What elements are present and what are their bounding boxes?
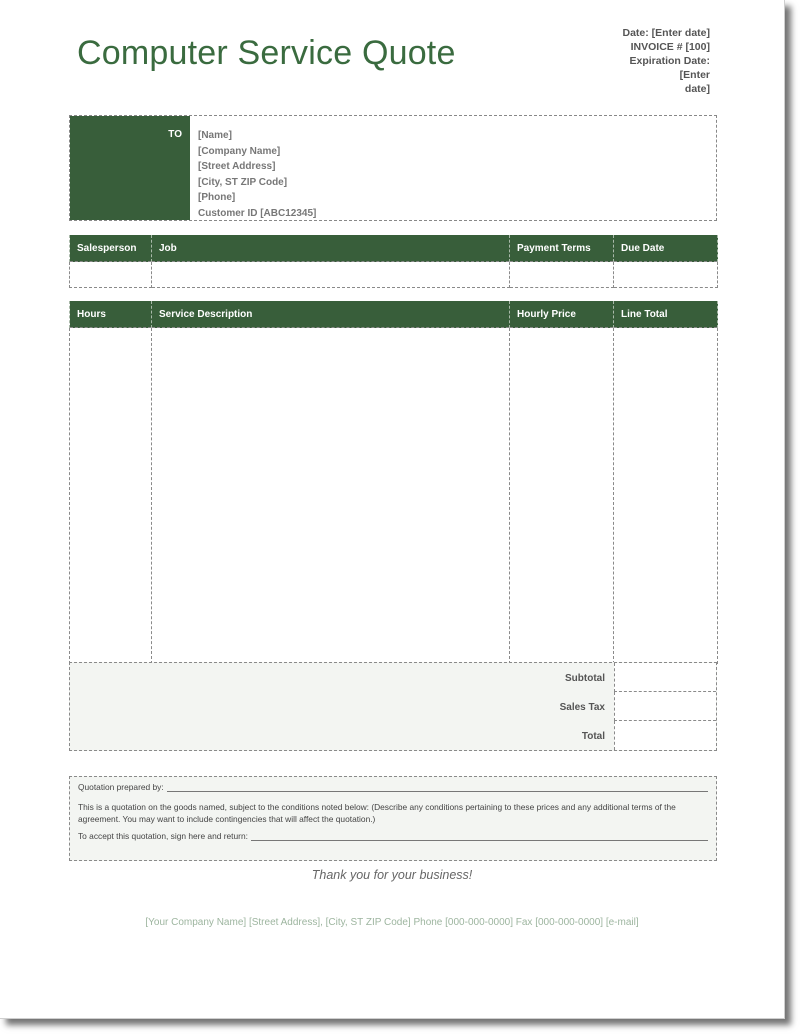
header-job: Job: [152, 235, 510, 262]
job-cell[interactable]: [152, 262, 510, 288]
company-footer: [Your Company Name] [Street Address], [City, ST ZIP Code] Phone [000-000-0000] Fax [000-000-0000] [e-mail]: [145, 917, 639, 928]
header-payment-terms: Payment Terms: [510, 235, 614, 262]
total-value-cell[interactable]: [614, 721, 716, 750]
recipient-phone-field[interactable]: [Phone]: [198, 192, 236, 203]
totals-block: [69, 662, 717, 751]
prepared-by-input[interactable]: [167, 782, 708, 792]
hours-cell[interactable]: [70, 328, 152, 664]
table-row: [70, 328, 718, 664]
job-table: [69, 235, 718, 288]
document-meta: [600, 26, 710, 96]
table-row: [70, 262, 718, 288]
total-label: Total: [581, 731, 605, 742]
prepared-by-label: Quotation prepared by:: [78, 782, 164, 792]
customer-id-field[interactable]: Customer ID [ABC12345]: [198, 207, 317, 219]
recipient-name-field[interactable]: [Name]: [198, 130, 232, 141]
conditions-text: This is a quotation on the goods named, subject to the conditions noted below: (Describe any conditions pertaining to these prices and any additional terms of the agreement. You may want to include contingencies that will affect the quotation.): [78, 802, 676, 824]
signature-input[interactable]: [251, 831, 708, 841]
recipient-block: [69, 115, 717, 221]
document-title: Computer Service Quote: [77, 34, 456, 72]
recipient-company-field[interactable]: [Company Name]: [198, 145, 281, 157]
header-salesperson: Salesperson: [70, 235, 152, 262]
sales-tax-value-cell[interactable]: [614, 692, 716, 721]
total-row: [70, 721, 716, 750]
expiration-date-field[interactable]: Expiration Date: [Enter: [629, 55, 710, 81]
salesperson-cell[interactable]: [70, 262, 152, 288]
line-total-cell[interactable]: [614, 328, 718, 664]
header-hourly-price: Hourly Price: [510, 301, 614, 328]
signature-label: To accept this quotation, sign here and return:: [78, 831, 248, 841]
recipient-label: TO: [168, 129, 182, 140]
sales-tax-row: [70, 692, 716, 721]
recipient-city-field[interactable]: [City, ST ZIP Code]: [198, 176, 288, 188]
header-hours: Hours: [70, 301, 152, 328]
signature-line: [78, 831, 708, 841]
subtotal-row: [70, 663, 716, 692]
payment-terms-cell[interactable]: [510, 262, 614, 288]
service-table-header: [70, 301, 718, 328]
job-table-header: [70, 235, 718, 262]
recipient-street-field[interactable]: [Street Address]: [198, 161, 276, 172]
sales-tax-label: Sales Tax: [559, 702, 605, 713]
subtotal-value-cell[interactable]: [614, 663, 716, 692]
due-date-cell[interactable]: [614, 262, 718, 288]
recipient-lines: [198, 128, 316, 221]
date-field[interactable]: Date: [Enter date]: [622, 27, 710, 39]
header-service-description: Service Description: [152, 301, 510, 328]
prepared-by-line: [78, 782, 708, 792]
service-description-cell[interactable]: [152, 328, 510, 664]
expiration-date-field-cont[interactable]: date]: [684, 83, 710, 95]
header-due-date: Due Date: [614, 235, 718, 262]
header-line-total: Line Total: [614, 301, 718, 328]
hourly-price-cell[interactable]: [510, 328, 614, 664]
subtotal-label: Subtotal: [565, 673, 605, 684]
service-table: [69, 301, 718, 664]
recipient-label-cell: [70, 116, 190, 220]
invoice-number-field[interactable]: INVOICE # [100]: [630, 41, 710, 53]
notes-block: [69, 776, 717, 861]
thank-you-message: Thank you for your business!: [311, 868, 473, 882]
